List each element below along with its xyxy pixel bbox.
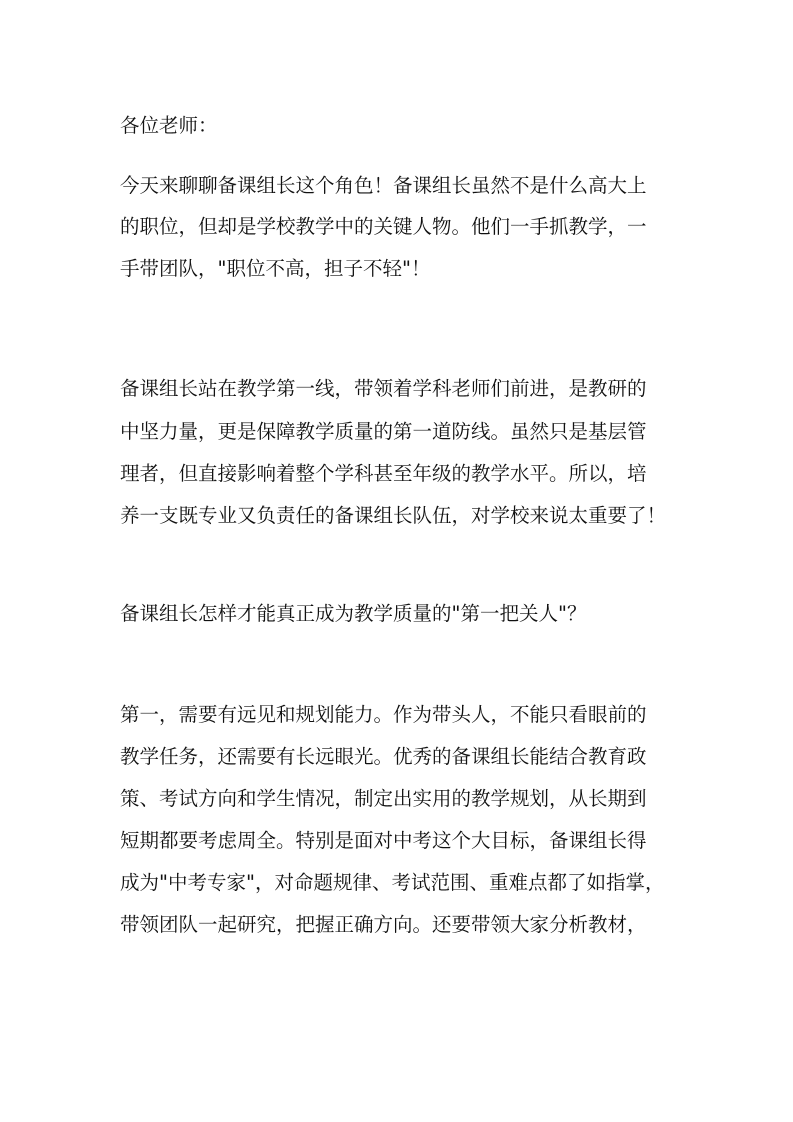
paragraph-line: 带领团队一起研究，把握正确方向。还要带领大家分析教材， (120, 913, 647, 936)
paragraph-line: 理者，但直接影响着整个学科甚至年级的教学水平。所以，培 (120, 462, 647, 485)
paragraph-line: 第一，需要有远见和规划能力。作为带头人，不能只看眼前的 (120, 703, 647, 726)
paragraph-line: 今天来聊聊备课组长这个角色！备课组长虽然不是什么高大上 (120, 174, 647, 197)
paragraph-line: 成为"中考专家"，对命题规律、考试范围、重难点都了如指掌， (120, 871, 665, 894)
paragraph-line: 短期都要考虑周全。特别是面对中考这个大目标，备课组长得 (120, 829, 647, 852)
paragraph-line: 的职位，但却是学校教学中的关键人物。他们一手抓教学，一 (120, 215, 647, 238)
paragraph-line: 策、考试方向和学生情况，制定出实用的教学规划，从长期到 (120, 787, 647, 810)
paragraph-line: 中坚力量，更是保障教学质量的第一道防线。虽然只是基层管 (120, 420, 647, 443)
paragraph-line: 养一支既专业又负责任的备课组长队伍，对学校来说太重要了！ (120, 504, 667, 527)
paragraph-line: 备课组长站在教学第一线，带领着学科老师们前进，是教研的 (120, 377, 647, 400)
section-question: 备课组长怎样才能真正成为教学质量的"第一把关人"？ (120, 602, 587, 625)
paragraph-line: 教学任务，还需要有长远眼光。优秀的备课组长能结合教育政 (120, 745, 647, 768)
paragraph-line: 手带团队，"职位不高，担子不轻"！ (120, 257, 431, 280)
greeting: 各位老师： (120, 114, 218, 137)
